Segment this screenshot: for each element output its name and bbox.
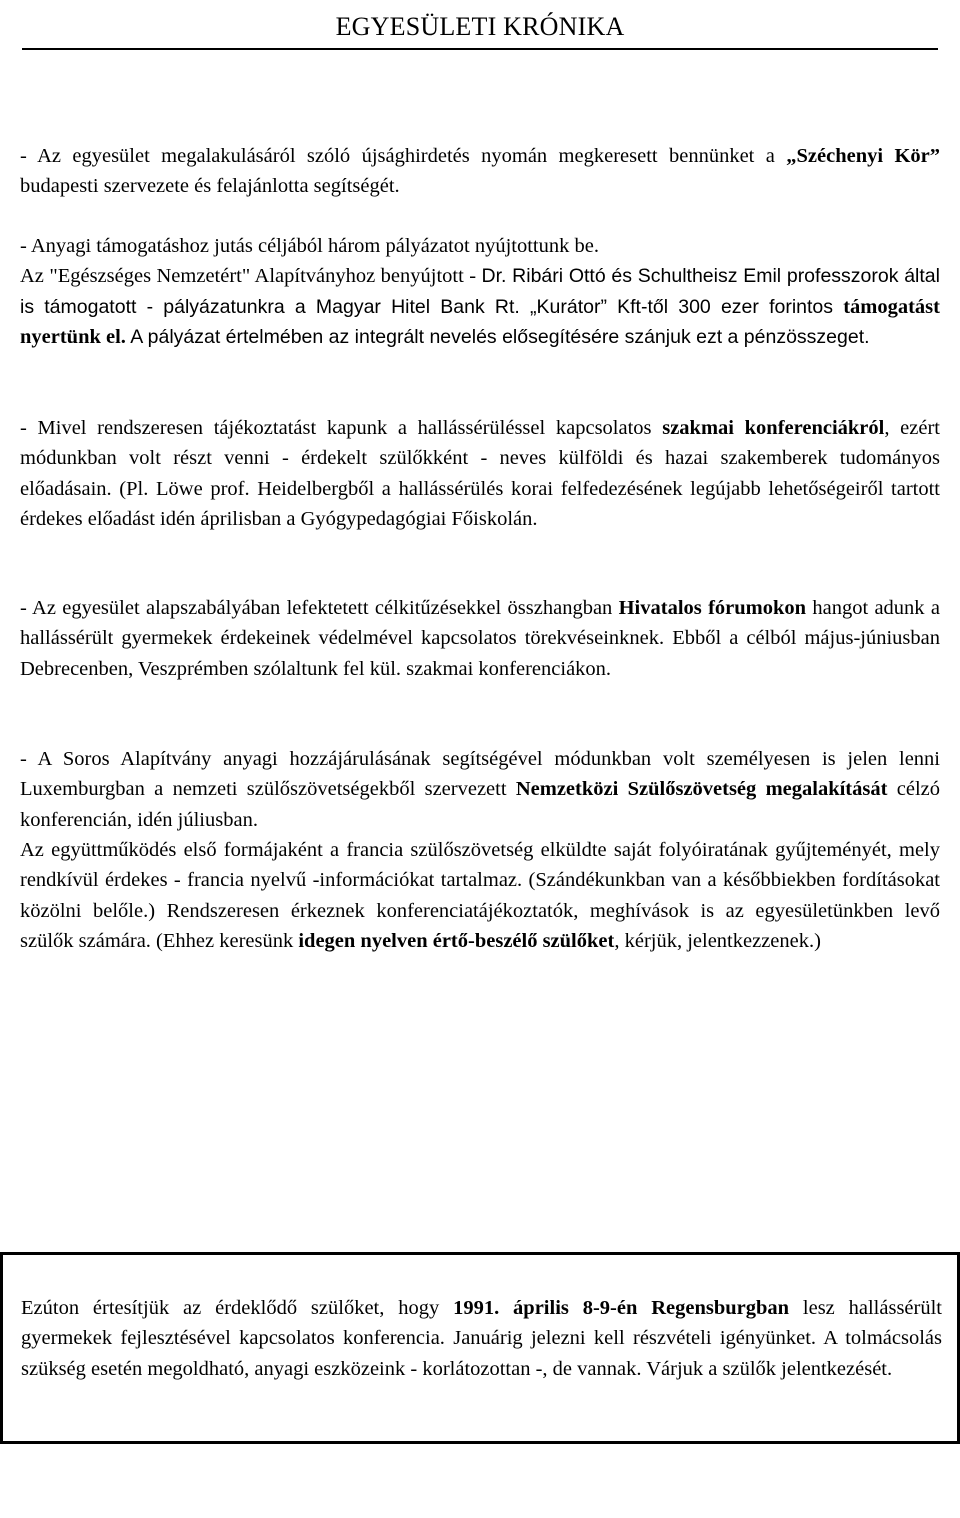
p5-bold: Nemzetközi Szülőszövetség megalakítását (515, 778, 888, 801)
p2-bold: támogatást nyertünk el. (20, 295, 940, 349)
p4-text: - Az egyesület alapszabályában lefektetett célkitűzésekkel összhangban (20, 597, 619, 619)
p6-end: , kérjük, jelentkezzenek.) (614, 930, 821, 953)
paragraph-konferenciak (20, 413, 940, 535)
p6-bold: idegen nyelven értő-beszélő szülőket (298, 930, 615, 953)
p2-line2: Az "Egészséges Nemzetért" Alapítványhoz benyújtott - (20, 265, 482, 288)
notice-text (21, 1293, 942, 1384)
p1-bold: „Széchenyi Kör” (786, 145, 940, 167)
p3-end: , ezért módunkban volt részt venni - érdekelt szülőkként - neves külföldi és hazai szakemberek tudományos előadásain. (Pl. Löwe prof. Heidelbergből a hallássérülés korai felfedezésének legújabb lehetőségeiről tartott érdekes előadást idén áprilisban a Gyógypedagógiai Főiskolán. (20, 417, 940, 531)
notice-bold: 1991. április 8-9-én Regensburgban (453, 1297, 790, 1319)
p2-sans-text: Dr. Ribári Ottó és Schultheisz Emil professzorok által is támogatott - pályázatunkra a Magyar Hitel Bank Rt. „Kurátor” Kft-től 300 ezer forintos (20, 265, 940, 318)
p2-end: A pályázat értelmében az integrált nevelés elősegítésére szánjuk ezt a pénzösszeget. (125, 326, 870, 349)
p3-bold: szakmai konferenciákról (662, 417, 885, 439)
p1-end: budapesti szervezete és felajánlotta segítségét. (20, 175, 400, 198)
paragraph-palyazat (20, 231, 940, 353)
p4-end: hangot adunk a hallássérült gyermekek érdekeinek védelmével kapcsolatos törekvéseinknek. Ebből a célból május-júniusban Debrecenben, Veszprémben szólaltunk fel kül. szakmai konferenciákon. (20, 597, 940, 680)
page-title: EGYESÜLETI KRÓNIKA (335, 12, 625, 41)
p5-end: célzó konferencián, idén júliusban. (20, 778, 940, 831)
p6-text: Az együttműködés első formájaként a francia szülőszövetség elküldte saját folyóiratának gyűjteményét, mely rendkívül érdekes - francia nyelvű -információkat tartalmaz. (Szándékunkban van a későbbiekben fordításokat közölni belőle.) Rendszeresen érkeznek konferenciatájékoztatók, meghívások is az egyesületünkben levő szülők számára. (Ehhez keresünk (20, 839, 940, 953)
p5-text: - A Soros Alapítvány anyagi hozzájárulásának segítségével módunkban volt személyesen is jelen lenni Luxemburgban a nemzeti szülőszövetségekből szervezett (20, 748, 940, 801)
p2-line1: - Anyagi támogatáshoz jutás céljából három pályázatot nyújtottunk be. (20, 235, 599, 257)
notice-box (0, 1252, 960, 1444)
paragraph-szechenyi (20, 141, 940, 202)
paragraph-soros (20, 744, 940, 835)
notice-end: lesz hallássérült gyermekek fejlesztésével kapcsolatos konferencia. Januárig jelezni kell részvételi igényünket. A tolmácsolás szükség esetén megoldható, anyagi eszközeink - korlátozottan -, de vannak. Várjuk a szülők jelentkezését. (21, 1297, 942, 1380)
p4-bold: Hivatalos fórumokon (618, 597, 807, 619)
paragraph-egyuttmukodes (20, 835, 940, 957)
p1-text: - Az egyesület megalakulásáról szóló újsághirdetés nyomán megkeresett bennünket a (20, 145, 775, 167)
title-divider (22, 48, 938, 50)
p3-text: - Mivel rendszeresen tájékoztatást kapunk a hallássérüléssel kapcsolatos (20, 417, 663, 439)
paragraph-forumok (20, 593, 940, 684)
notice-intro: Ezúton értesítjük az érdeklődő szülőket, hogy (21, 1297, 454, 1319)
